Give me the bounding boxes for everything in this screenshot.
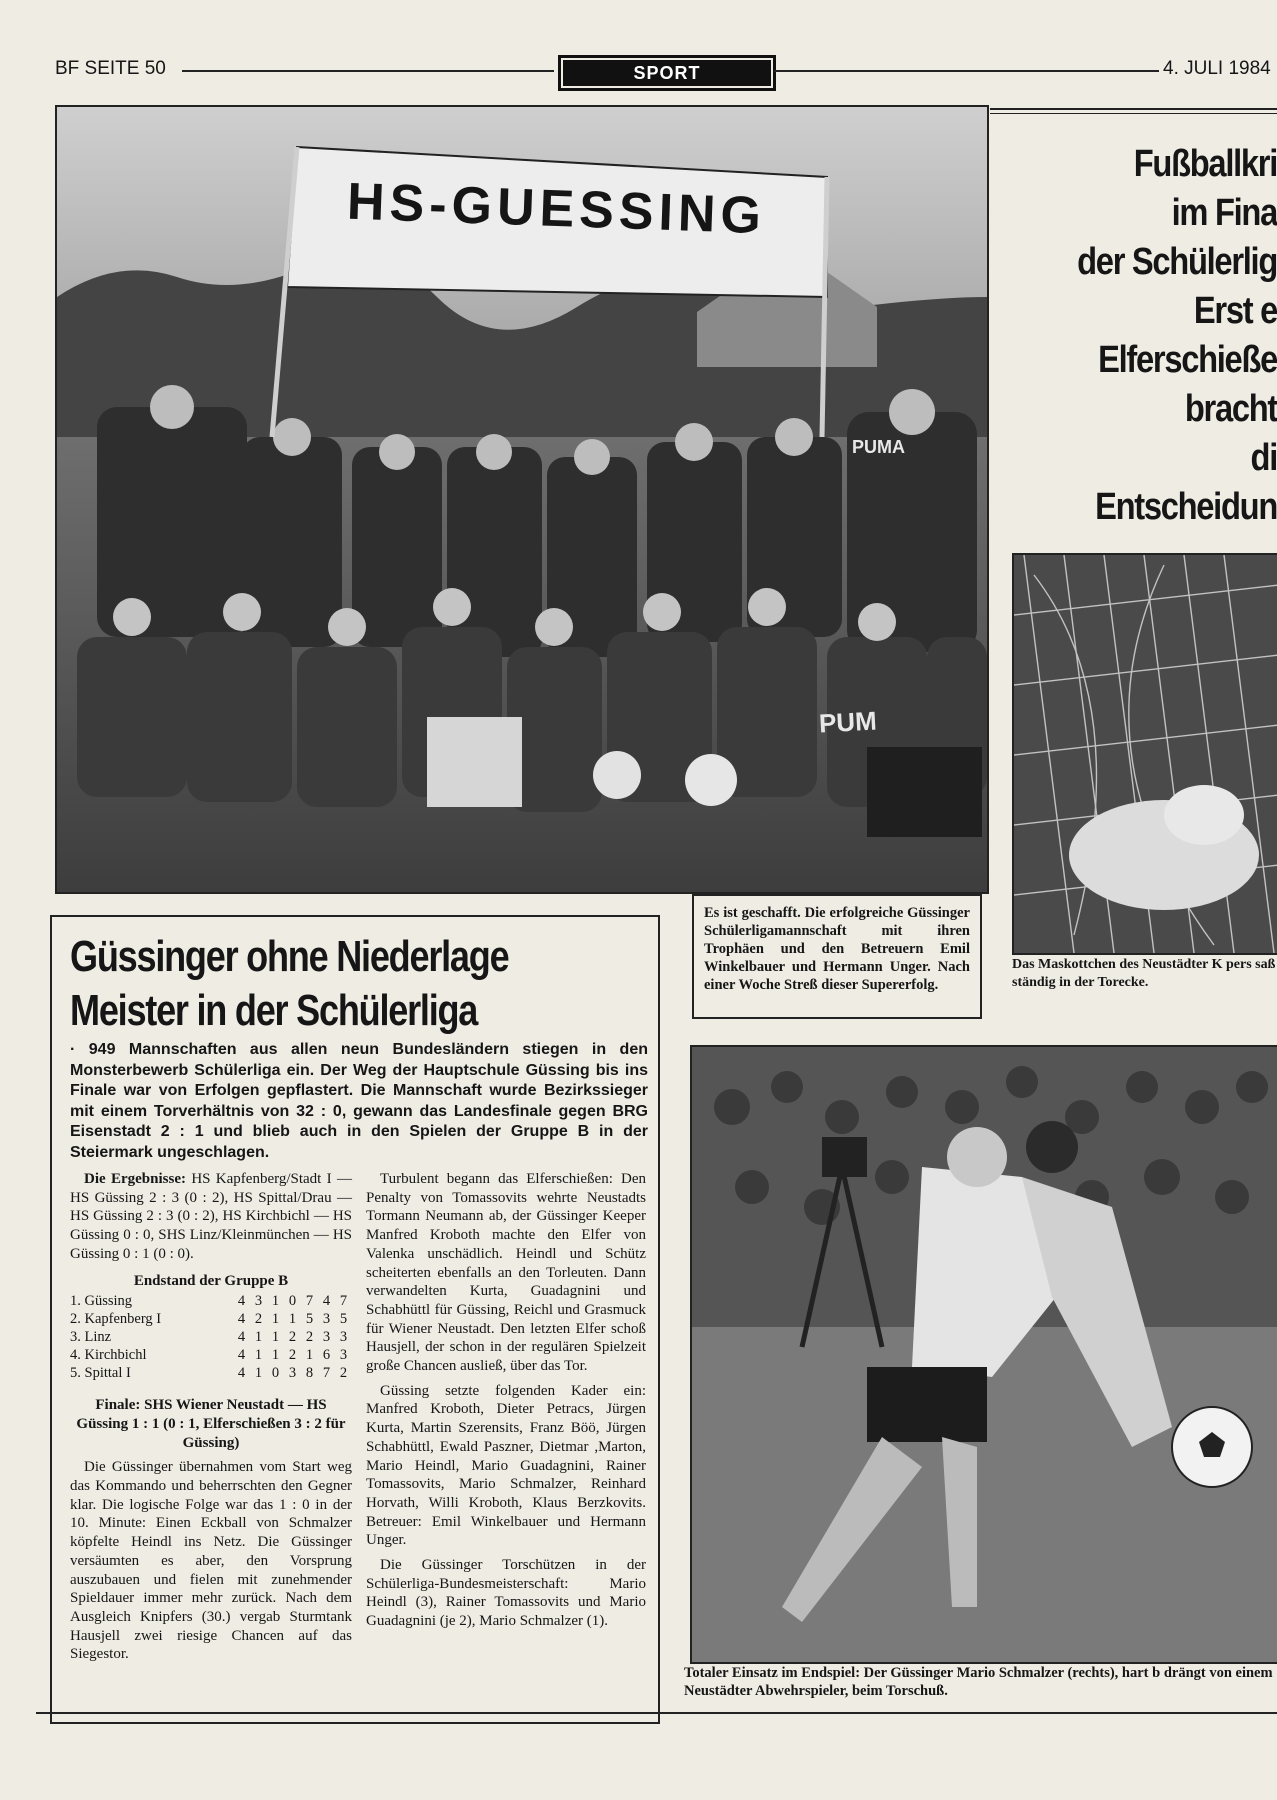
stat-cell: 1 bbox=[305, 1347, 314, 1364]
table-row bbox=[70, 1310, 352, 1328]
side-headline-line: di bbox=[1250, 437, 1277, 479]
side-headline-line: Fußballkri bbox=[1133, 143, 1277, 185]
team-name: 2. Kapfenberg I bbox=[70, 1311, 162, 1328]
table-row bbox=[70, 1292, 352, 1310]
stat-cell: 4 bbox=[237, 1293, 246, 1310]
stat-cell: 1 bbox=[271, 1293, 280, 1310]
article-column-left bbox=[70, 1170, 352, 1670]
standings-title: Endstand der Gruppe B bbox=[133, 1272, 289, 1289]
team-name: 4. Kirchbichl bbox=[70, 1347, 147, 1364]
team-caption: Es ist geschafft. Die erfolgreiche Güssinger Schülerligamannschaft mit ihren Trophäen und den Betreuern Emil Winkelbauer und Hermann Unger. Nach einer Woche Streß dieser Supererfolg. bbox=[692, 894, 982, 1019]
table-row bbox=[70, 1346, 352, 1364]
stat-cell: 3 bbox=[339, 1347, 348, 1364]
stat-cell: 3 bbox=[322, 1311, 331, 1328]
stat-cell: 1 bbox=[254, 1365, 263, 1382]
page-bottom-rule bbox=[36, 1712, 1277, 1714]
action-caption: Totaler Einsatz im Endspiel: Der Güssinger Mario Schmalzer (rechts), hart b drängt von einem Neustädter Abwehrspieler, beim Torschuß. bbox=[684, 1665, 1273, 1699]
results-label: Die Ergebnisse: bbox=[84, 1171, 186, 1187]
stat-cell: 3 bbox=[339, 1329, 348, 1346]
stat-cell: 7 bbox=[322, 1365, 331, 1382]
stat-cell: 1 bbox=[288, 1311, 297, 1328]
page-number: BF SEITE 50 bbox=[55, 58, 166, 79]
stat-cell: 6 bbox=[322, 1347, 331, 1364]
para-penalty: Turbulent begann das Elferschießen: Den Penalty von Tomassovits wehrte Neustadts Tormann Neumann ab, der Güssinger Keeper Manfred Kroboth machte den Elfer von Valenka unschädlich. Heindl und Schütz scheiterten ebenfalls an den Torleuten. Dann verwandelten Kurta, Guadagnini und Schabhüttl für Güssing, Reichl und Grasmuck für Wiener Neustadt. Den letzten Elfer schoß Hausjell, der schon in der regulären Spielzeit große Chancen ausließ, über das Tor. bbox=[366, 1171, 646, 1375]
side-headline-line: bracht bbox=[1184, 388, 1277, 430]
team-banner-text: HS-GUESSING bbox=[346, 172, 767, 246]
stat-cell: 4 bbox=[237, 1347, 246, 1364]
final-heading: Finale: SHS Wiener Neustadt — HS Güssing 1 : 1 (0 : 1, Elferschießen 3 : 2 für Güssing) bbox=[76, 1397, 346, 1451]
stat-cell: 2 bbox=[254, 1311, 263, 1328]
table-row bbox=[70, 1328, 352, 1346]
stat-cell: 2 bbox=[288, 1329, 297, 1346]
stat-cell: 4 bbox=[237, 1365, 246, 1382]
standings-table bbox=[70, 1292, 352, 1382]
header-rule-left bbox=[182, 70, 554, 72]
stat-cell: 1 bbox=[271, 1311, 280, 1328]
section-label: SPORT bbox=[558, 55, 776, 91]
stat-cell: 8 bbox=[305, 1365, 314, 1382]
headline-rule bbox=[990, 108, 1277, 114]
headline-line-2: Meister in der Schülerliga bbox=[70, 986, 478, 1035]
stat-cell: 2 bbox=[339, 1365, 348, 1382]
stat-cell: 3 bbox=[254, 1293, 263, 1310]
shirt-logo: PUMA bbox=[852, 437, 905, 457]
stat-cell: 1 bbox=[254, 1329, 263, 1346]
article-lead: · 949 Mannschaften aus allen neun Bundesländern stiegen in den Monsterbewerb Schülerliga ein. Der Weg der Hauptschule Güssing bis ins Finale war von Erfolgen gepflastert. Die Mannschaft wurde Bezirkssieger mit einem Torverhältnis von 32 : 0, gewann das Landesfinale gegen BRG Eisenstadt 2 : 1 und blieb auch in den Spielen der Gruppe B in der Steiermark ungeschlagen. bbox=[70, 1041, 648, 1161]
stat-cell: 7 bbox=[305, 1293, 314, 1310]
side-headline-line: im Fina bbox=[1171, 192, 1277, 234]
para-final: Die Güssinger übernahmen vom Start weg das Kommando und beherrschten den Gegner klar. Die logische Folge war das 1 : 0 in der 10. Minute: Einen Eckball von Schmalzer köpfelte Heindl ins Netz. Die Güssinger versäumten es aber, den Vorsprung auszubauen und fielen mit zunehmender Spieldauer immer mehr zurück. Nach dem Ausgleich Knipfers (30.) vergab Sturmtank Hausjell zwei riesige Chancen auf das Siegestor. bbox=[70, 1459, 352, 1663]
team-photo bbox=[55, 105, 989, 894]
stat-cell: 0 bbox=[288, 1293, 297, 1310]
side-headline bbox=[1030, 140, 1277, 532]
stat-cell: 5 bbox=[339, 1311, 348, 1328]
stat-cell: 4 bbox=[322, 1293, 331, 1310]
para-squad: Güssing setzte folgenden Kader ein: Manfred Kroboth, Dieter Petracs, Jürgen Kurta, Martin Szerensits, Franz Böö, Jürgen Schabhüttl, Ewald Paszner, Dietmar ,Marton, Mario Heindl, Mario Guadagnini, Rainer Tomassovits, Mario Schmalzer, Reinhard Horvath, Willi Kroboth, Klaus Berzkovits. Betreuer: Emil Winkelbauer und Hermann Unger. bbox=[366, 1382, 646, 1549]
side-headline-line: Entscheidun bbox=[1095, 486, 1277, 528]
mascot-caption: Das Maskottchen des Neustädter K pers saß ständig in der Torecke. bbox=[1012, 957, 1276, 990]
side-headline-line: Erst e bbox=[1193, 290, 1277, 332]
stat-cell: 3 bbox=[322, 1329, 331, 1346]
stat-cell: 1 bbox=[254, 1347, 263, 1364]
article-headline bbox=[70, 930, 562, 1038]
stat-cell: 1 bbox=[271, 1347, 280, 1364]
bag-logo: PUM bbox=[818, 705, 878, 739]
team-name: 3. Linz bbox=[70, 1329, 112, 1346]
article-column-right bbox=[366, 1170, 646, 1637]
results-text: HS Kapfenberg/Stadt I — HS Güssing 2 : 3 (0 : 2), HS Spittal/Drau — HS Güssing 2 : 3 (0 : 2), HS Kirchbichl — HS Güssing 0 : 0, SHS Linz/Kleinmünchen — HS Güssing 0 : 1 (0 : 0). bbox=[70, 1171, 352, 1262]
side-headline-line: der Schülerlig bbox=[1077, 241, 1277, 283]
stat-cell: 1 bbox=[271, 1329, 280, 1346]
stat-cell: 0 bbox=[271, 1365, 280, 1382]
stat-cell: 2 bbox=[305, 1329, 314, 1346]
table-row bbox=[70, 1364, 352, 1382]
side-headline-line: Elferschieße bbox=[1098, 339, 1277, 381]
stat-cell: 4 bbox=[237, 1329, 246, 1346]
headline-line-1: Güssinger ohne Niederlage bbox=[70, 932, 509, 981]
stat-cell: 7 bbox=[339, 1293, 348, 1310]
stat-cell: 4 bbox=[237, 1311, 246, 1328]
stat-cell: 2 bbox=[288, 1347, 297, 1364]
header-rule-right bbox=[774, 70, 1159, 72]
team-name: 5. Spittal I bbox=[70, 1365, 131, 1382]
issue-date: 4. JULI 1984 bbox=[1163, 58, 1271, 79]
stat-cell: 3 bbox=[288, 1365, 297, 1382]
stat-cell: 5 bbox=[305, 1311, 314, 1328]
para-scorers: Die Güssinger Torschützen in der Schülerliga-Bundesmeisterschaft: Mario Heindl (3), Rainer Tomassovits und Mario Guadagnini (je 2), Mario Schmalzer (1). bbox=[366, 1557, 646, 1630]
mascot-photo bbox=[1012, 553, 1277, 955]
team-name: 1. Güssing bbox=[70, 1293, 133, 1310]
action-photo bbox=[690, 1045, 1277, 1664]
